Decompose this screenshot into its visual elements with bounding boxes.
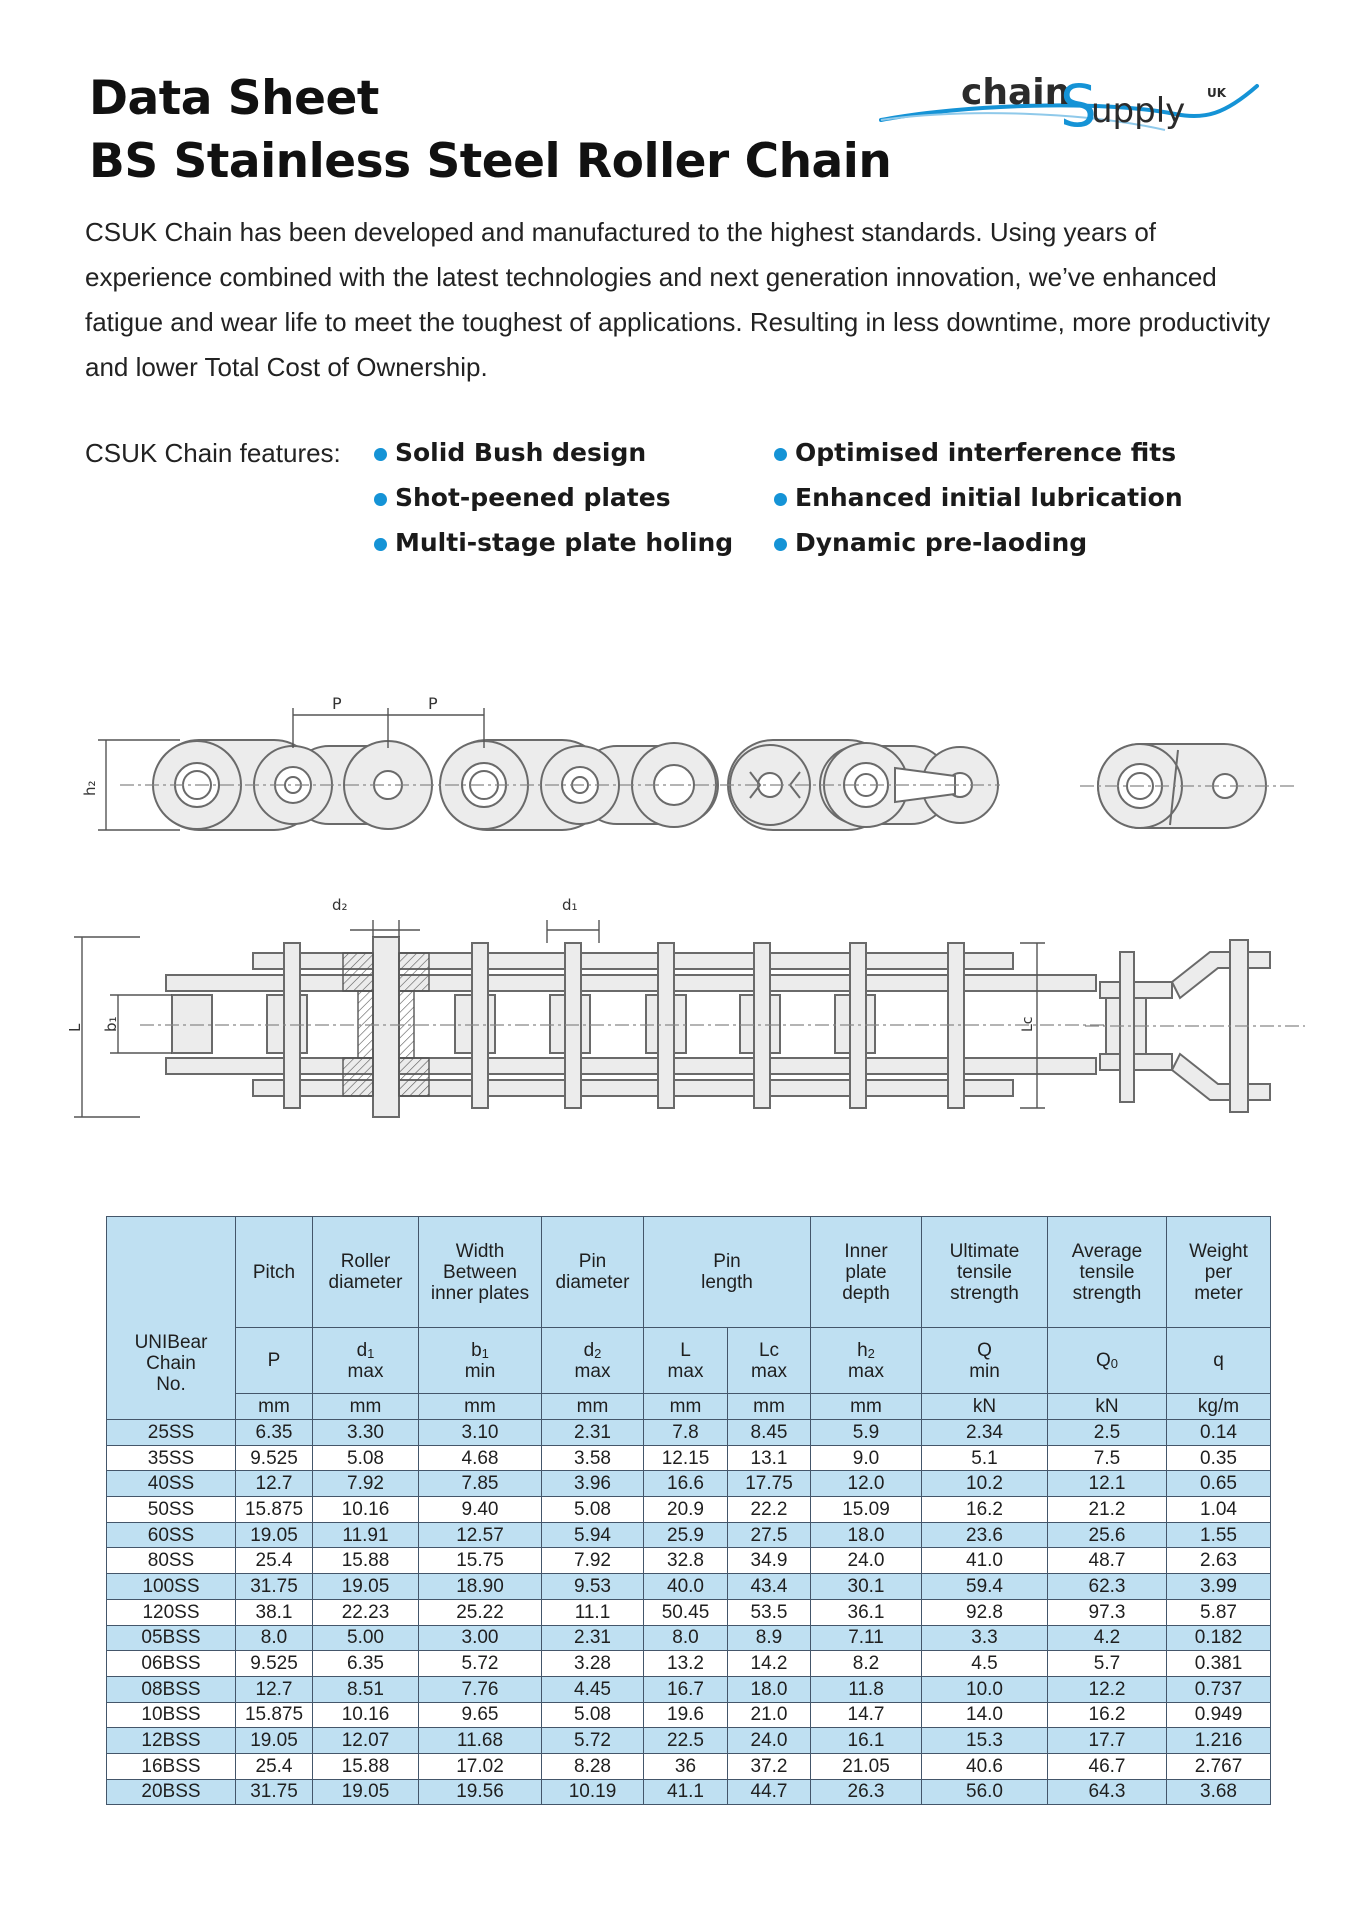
unit-cell: mm bbox=[313, 1394, 419, 1420]
connecting-link-side-view bbox=[1080, 744, 1295, 828]
table-cell: 11.91 bbox=[313, 1522, 419, 1548]
table-cell: 1.216 bbox=[1167, 1728, 1271, 1754]
table-row bbox=[107, 1728, 1271, 1754]
table-cell: 12.7 bbox=[236, 1471, 313, 1497]
features-label: CSUK Chain features: bbox=[85, 438, 341, 468]
intro-paragraph: CSUK Chain has been developed and manufactured to the highest standards. Using years of experience combined with the latest technologies and next generation innovation, we’ve enhanced fatigue and wear life to meet the toughest of applications. Resulting in less downtime, more productivity and lower Total Cost of Ownership. bbox=[85, 217, 1271, 382]
table-cell: 2.31 bbox=[542, 1625, 644, 1651]
table-cell: 5.87 bbox=[1167, 1599, 1271, 1625]
features-column-1 bbox=[372, 438, 733, 573]
table-cell: 15.75 bbox=[419, 1548, 542, 1574]
table-cell: 17.75 bbox=[728, 1471, 811, 1497]
chain-number-cell: 120SS bbox=[107, 1599, 236, 1625]
table-row bbox=[107, 1420, 1271, 1446]
table-cell: 16.1 bbox=[811, 1728, 922, 1754]
table-cell: 1.55 bbox=[1167, 1522, 1271, 1548]
pin-diameter-header: Pin diameter bbox=[542, 1217, 644, 1328]
unit-cell: kN bbox=[1048, 1394, 1167, 1420]
table-cell: 31.75 bbox=[236, 1779, 313, 1805]
table-cell: 2.767 bbox=[1167, 1753, 1271, 1779]
table-cell: 19.05 bbox=[313, 1574, 419, 1600]
page-title-line-2: BS Stainless Steel Roller Chain bbox=[89, 134, 892, 189]
feature-text: Solid Bush design bbox=[395, 438, 647, 467]
table-cell: 25.4 bbox=[236, 1753, 313, 1779]
table-cell: 25.4 bbox=[236, 1548, 313, 1574]
symbol-Q: Q min bbox=[922, 1328, 1048, 1394]
logo-s-letter: S bbox=[1060, 72, 1097, 140]
feature-item bbox=[372, 528, 733, 573]
table-cell: 3.28 bbox=[542, 1651, 644, 1677]
table-cell: 46.7 bbox=[1048, 1753, 1167, 1779]
table-cell: 0.381 bbox=[1167, 1651, 1271, 1677]
table-cell: 9.0 bbox=[811, 1445, 922, 1471]
table-cell: 3.10 bbox=[419, 1420, 542, 1446]
table-cell: 2.5 bbox=[1048, 1420, 1167, 1446]
table-cell: 21.2 bbox=[1048, 1497, 1167, 1523]
symbol-L: L max bbox=[644, 1328, 728, 1394]
feature-text: Shot-peened plates bbox=[395, 483, 671, 512]
table-cell: 7.92 bbox=[313, 1471, 419, 1497]
specification-table bbox=[106, 1216, 1271, 1805]
pitch-label-2: P bbox=[428, 694, 438, 713]
table-cell: 8.2 bbox=[811, 1651, 922, 1677]
table-cell: 5.72 bbox=[419, 1651, 542, 1677]
table-cell: 12.0 bbox=[811, 1471, 922, 1497]
logo-uk-suffix: UK bbox=[1207, 86, 1227, 100]
table-cell: 0.949 bbox=[1167, 1702, 1271, 1728]
chain-number-cell: 06BSS bbox=[107, 1651, 236, 1677]
feature-item bbox=[772, 438, 1183, 483]
table-cell: 36.1 bbox=[811, 1599, 922, 1625]
table-cell: 7.8 bbox=[644, 1420, 728, 1446]
table-cell: 9.40 bbox=[419, 1497, 542, 1523]
table-cell: 21.0 bbox=[728, 1702, 811, 1728]
table-cell: 36 bbox=[644, 1753, 728, 1779]
table-cell: 0.35 bbox=[1167, 1445, 1271, 1471]
table-cell: 24.0 bbox=[728, 1728, 811, 1754]
pitch-header: Pitch bbox=[236, 1217, 313, 1328]
table-cell: 30.1 bbox=[811, 1574, 922, 1600]
table-cell: 22.23 bbox=[313, 1599, 419, 1625]
table-cell: 40.0 bbox=[644, 1574, 728, 1600]
table-cell: 12.15 bbox=[644, 1445, 728, 1471]
table-cell: 10.16 bbox=[313, 1702, 419, 1728]
table-cell: 8.0 bbox=[644, 1625, 728, 1651]
plan-view bbox=[166, 937, 1096, 1117]
table-cell: 8.9 bbox=[728, 1625, 811, 1651]
table-row bbox=[107, 1445, 1271, 1471]
inner-plate-depth-header: Inner plate depth bbox=[811, 1217, 922, 1328]
chain-number-cell: 50SS bbox=[107, 1497, 236, 1523]
feature-item bbox=[772, 528, 1183, 573]
connecting-link-plan-view bbox=[1085, 940, 1305, 1112]
b1-label: b₁ bbox=[102, 1016, 120, 1032]
table-cell: 15.88 bbox=[313, 1548, 419, 1574]
page-title-line-1: Data Sheet bbox=[89, 71, 379, 126]
table-cell: 0.182 bbox=[1167, 1625, 1271, 1651]
table-cell: 7.5 bbox=[1048, 1445, 1167, 1471]
bullet-dot-icon bbox=[374, 538, 387, 551]
table-cell: 56.0 bbox=[922, 1779, 1048, 1805]
table-cell: 11.68 bbox=[419, 1728, 542, 1754]
feature-item bbox=[372, 483, 733, 528]
table-cell: 41.0 bbox=[922, 1548, 1048, 1574]
table-cell: 19.05 bbox=[313, 1779, 419, 1805]
table-cell: 22.5 bbox=[644, 1728, 728, 1754]
bullet-dot-icon bbox=[774, 493, 787, 506]
table-cell: 9.525 bbox=[236, 1445, 313, 1471]
table-cell: 59.4 bbox=[922, 1574, 1048, 1600]
table-cell: 31.75 bbox=[236, 1574, 313, 1600]
table-cell: 40.6 bbox=[922, 1753, 1048, 1779]
table-cell: 25.22 bbox=[419, 1599, 542, 1625]
table-cell: 12.1 bbox=[1048, 1471, 1167, 1497]
table-cell: 12.2 bbox=[1048, 1676, 1167, 1702]
table-cell: 37.2 bbox=[728, 1753, 811, 1779]
table-cell: 44.7 bbox=[728, 1779, 811, 1805]
unit-cell: kg/m bbox=[1167, 1394, 1271, 1420]
table-cell: 97.3 bbox=[1048, 1599, 1167, 1625]
table-row bbox=[107, 1548, 1271, 1574]
table-cell: 5.9 bbox=[811, 1420, 922, 1446]
specification-table-wrapper bbox=[106, 1216, 1271, 1805]
table-cell: 8.0 bbox=[236, 1625, 313, 1651]
table-cell: 4.45 bbox=[542, 1676, 644, 1702]
units-row bbox=[107, 1394, 1271, 1420]
table-cell: 13.2 bbox=[644, 1651, 728, 1677]
unit-cell: mm bbox=[419, 1394, 542, 1420]
table-cell: 7.11 bbox=[811, 1625, 922, 1651]
table-cell: 5.1 bbox=[922, 1445, 1048, 1471]
table-cell: 41.1 bbox=[644, 1779, 728, 1805]
unit-cell: mm bbox=[236, 1394, 313, 1420]
table-cell: 32.8 bbox=[644, 1548, 728, 1574]
chain-number-cell: 35SS bbox=[107, 1445, 236, 1471]
table-cell: 14.0 bbox=[922, 1702, 1048, 1728]
table-cell: 5.08 bbox=[313, 1445, 419, 1471]
feature-item bbox=[372, 438, 733, 483]
logo-word-chain: chain bbox=[961, 72, 1071, 113]
table-cell: 4.68 bbox=[419, 1445, 542, 1471]
table-cell: 10.16 bbox=[313, 1497, 419, 1523]
chain-number-cell: 08BSS bbox=[107, 1676, 236, 1702]
bullet-dot-icon bbox=[374, 448, 387, 461]
features-column-2 bbox=[772, 438, 1183, 573]
table-cell: 12.07 bbox=[313, 1728, 419, 1754]
table-cell: 5.00 bbox=[313, 1625, 419, 1651]
weight-per-meter-header: Weight per meter bbox=[1167, 1217, 1271, 1328]
table-cell: 5.72 bbox=[542, 1728, 644, 1754]
table-cell: 0.737 bbox=[1167, 1676, 1271, 1702]
logo-word-upply: upply bbox=[1091, 91, 1186, 131]
table-cell: 3.3 bbox=[922, 1625, 1048, 1651]
table-cell: 8.51 bbox=[313, 1676, 419, 1702]
chain-no-header: UNIBear Chain No. bbox=[107, 1217, 236, 1420]
table-cell: 7.85 bbox=[419, 1471, 542, 1497]
average-tensile-strength-header: Average tensile strength bbox=[1048, 1217, 1167, 1328]
table-cell: 16.7 bbox=[644, 1676, 728, 1702]
table-cell: 12.57 bbox=[419, 1522, 542, 1548]
table-cell: 26.3 bbox=[811, 1779, 922, 1805]
symbol-Lc: Lc max bbox=[728, 1328, 811, 1394]
table-cell: 25.9 bbox=[644, 1522, 728, 1548]
table-cell: 2.63 bbox=[1167, 1548, 1271, 1574]
unit-cell: mm bbox=[644, 1394, 728, 1420]
table-cell: 5.7 bbox=[1048, 1651, 1167, 1677]
table-cell: 25.6 bbox=[1048, 1522, 1167, 1548]
pitch-label-1: P bbox=[332, 694, 342, 713]
table-cell: 9.525 bbox=[236, 1651, 313, 1677]
table-cell: 17.02 bbox=[419, 1753, 542, 1779]
bullet-dot-icon bbox=[774, 538, 787, 551]
table-cell: 24.0 bbox=[811, 1548, 922, 1574]
table-cell: 0.14 bbox=[1167, 1420, 1271, 1446]
table-row bbox=[107, 1497, 1271, 1523]
chain-number-cell: 100SS bbox=[107, 1574, 236, 1600]
table-cell: 22.2 bbox=[728, 1497, 811, 1523]
symbol-P: P bbox=[236, 1328, 313, 1394]
table-cell: 34.9 bbox=[728, 1548, 811, 1574]
table-cell: 4.5 bbox=[922, 1651, 1048, 1677]
table-cell: 8.45 bbox=[728, 1420, 811, 1446]
table-cell: 15.875 bbox=[236, 1702, 313, 1728]
table-cell: 19.6 bbox=[644, 1702, 728, 1728]
table-cell: 18.90 bbox=[419, 1574, 542, 1600]
table-cell: 92.8 bbox=[922, 1599, 1048, 1625]
table-cell: 8.28 bbox=[542, 1753, 644, 1779]
table-cell: 0.65 bbox=[1167, 1471, 1271, 1497]
h2-label: h₂ bbox=[81, 780, 99, 796]
table-row bbox=[107, 1779, 1271, 1805]
table-cell: 15.875 bbox=[236, 1497, 313, 1523]
roller-diameter-header: Roller diameter bbox=[313, 1217, 419, 1328]
table-cell: 15.88 bbox=[313, 1753, 419, 1779]
table-cell: 9.65 bbox=[419, 1702, 542, 1728]
table-cell: 11.8 bbox=[811, 1676, 922, 1702]
table-cell: 3.96 bbox=[542, 1471, 644, 1497]
table-row bbox=[107, 1676, 1271, 1702]
table-cell: 6.35 bbox=[313, 1651, 419, 1677]
feature-text: Multi-stage plate holing bbox=[395, 528, 734, 557]
table-cell: 2.34 bbox=[922, 1420, 1048, 1446]
table-cell: 15.09 bbox=[811, 1497, 922, 1523]
table-cell: 16.2 bbox=[922, 1497, 1048, 1523]
table-cell: 4.2 bbox=[1048, 1625, 1167, 1651]
table-cell: 50.45 bbox=[644, 1599, 728, 1625]
table-row bbox=[107, 1471, 1271, 1497]
table-cell: 3.99 bbox=[1167, 1574, 1271, 1600]
chain-number-cell: 80SS bbox=[107, 1548, 236, 1574]
chain-number-cell: 25SS bbox=[107, 1420, 236, 1446]
table-row bbox=[107, 1625, 1271, 1651]
table-cell: 48.7 bbox=[1048, 1548, 1167, 1574]
symbol-b1: $b_1$ min bbox=[419, 1328, 542, 1394]
table-cell: 20.9 bbox=[644, 1497, 728, 1523]
table-cell: 3.68 bbox=[1167, 1779, 1271, 1805]
symbol-d2: $d_2$ max bbox=[542, 1328, 644, 1394]
table-cell: 10.19 bbox=[542, 1779, 644, 1805]
bullet-dot-icon bbox=[374, 493, 387, 506]
table-cell: 19.05 bbox=[236, 1522, 313, 1548]
table-cell: 38.1 bbox=[236, 1599, 313, 1625]
table-cell: 64.3 bbox=[1048, 1779, 1167, 1805]
table-cell: 11.1 bbox=[542, 1599, 644, 1625]
unit-cell: mm bbox=[728, 1394, 811, 1420]
d2-label: d₂ bbox=[332, 896, 348, 914]
chain-number-cell: 20BSS bbox=[107, 1779, 236, 1805]
table-row bbox=[107, 1702, 1271, 1728]
table-cell: 5.08 bbox=[542, 1497, 644, 1523]
feature-text: Dynamic pre-laoding bbox=[795, 528, 1088, 557]
table-cell: 16.6 bbox=[644, 1471, 728, 1497]
table-cell: 19.56 bbox=[419, 1779, 542, 1805]
table-cell: 10.2 bbox=[922, 1471, 1048, 1497]
table-cell: 7.92 bbox=[542, 1548, 644, 1574]
table-cell: 43.4 bbox=[728, 1574, 811, 1600]
chain-number-cell: 40SS bbox=[107, 1471, 236, 1497]
feature-item bbox=[772, 483, 1183, 528]
chain-number-cell: 10BSS bbox=[107, 1702, 236, 1728]
side-view bbox=[120, 740, 1000, 830]
roller-chain-technical-drawing bbox=[60, 690, 1310, 1160]
pin-length-header: Pin length bbox=[644, 1217, 811, 1328]
width-between-inner-plates-header: Width Between inner plates bbox=[419, 1217, 542, 1328]
chain-supply-logo bbox=[875, 64, 1270, 174]
table-cell: 3.58 bbox=[542, 1445, 644, 1471]
feature-text: Optimised interference fits bbox=[795, 438, 1177, 467]
table-cell: 62.3 bbox=[1048, 1574, 1167, 1600]
table-row bbox=[107, 1522, 1271, 1548]
chain-number-cell: 05BSS bbox=[107, 1625, 236, 1651]
table-cell: 10.0 bbox=[922, 1676, 1048, 1702]
table-cell: 3.30 bbox=[313, 1420, 419, 1446]
table-cell: 12.7 bbox=[236, 1676, 313, 1702]
ultimate-tensile-strength-header: Ultimate tensile strength bbox=[922, 1217, 1048, 1328]
d1-label: d₁ bbox=[562, 896, 578, 914]
table-cell: 27.5 bbox=[728, 1522, 811, 1548]
chain-number-cell: 16BSS bbox=[107, 1753, 236, 1779]
table-cell: 1.04 bbox=[1167, 1497, 1271, 1523]
specification-table-body bbox=[107, 1420, 1271, 1805]
table-cell: 17.7 bbox=[1048, 1728, 1167, 1754]
table-cell: 18.0 bbox=[811, 1522, 922, 1548]
unit-cell: kN bbox=[922, 1394, 1048, 1420]
table-cell: 16.2 bbox=[1048, 1702, 1167, 1728]
unit-cell: mm bbox=[811, 1394, 922, 1420]
table-cell: 15.3 bbox=[922, 1728, 1048, 1754]
table-row bbox=[107, 1651, 1271, 1677]
chain-number-cell: 12BSS bbox=[107, 1728, 236, 1754]
table-row bbox=[107, 1574, 1271, 1600]
chain-number-cell: 60SS bbox=[107, 1522, 236, 1548]
table-cell: 53.5 bbox=[728, 1599, 811, 1625]
table-cell: 7.76 bbox=[419, 1676, 542, 1702]
table-cell: 14.7 bbox=[811, 1702, 922, 1728]
table-cell: 18.0 bbox=[728, 1676, 811, 1702]
table-cell: 23.6 bbox=[922, 1522, 1048, 1548]
table-cell: 2.31 bbox=[542, 1420, 644, 1446]
table-cell: 5.94 bbox=[542, 1522, 644, 1548]
table-row bbox=[107, 1599, 1271, 1625]
table-cell: 6.35 bbox=[236, 1420, 313, 1446]
symbol-h2: $h_2$ max bbox=[811, 1328, 922, 1394]
symbol-Q0: $Q_0$ bbox=[1048, 1328, 1167, 1394]
table-cell: 9.53 bbox=[542, 1574, 644, 1600]
L-label: L bbox=[66, 1023, 84, 1032]
table-cell: 5.08 bbox=[542, 1702, 644, 1728]
symbol-d1: $d_1$ max bbox=[313, 1328, 419, 1394]
Lc-label: Lc bbox=[1020, 1016, 1036, 1032]
table-cell: 21.05 bbox=[811, 1753, 922, 1779]
table-cell: 19.05 bbox=[236, 1728, 313, 1754]
unit-cell: mm bbox=[542, 1394, 644, 1420]
feature-text: Enhanced initial lubrication bbox=[795, 483, 1183, 512]
symbol-q: q bbox=[1167, 1328, 1271, 1394]
table-cell: 13.1 bbox=[728, 1445, 811, 1471]
table-cell: 14.2 bbox=[728, 1651, 811, 1677]
table-cell: 3.00 bbox=[419, 1625, 542, 1651]
table-row bbox=[107, 1753, 1271, 1779]
bullet-dot-icon bbox=[774, 448, 787, 461]
pitch-dimension bbox=[293, 708, 484, 748]
